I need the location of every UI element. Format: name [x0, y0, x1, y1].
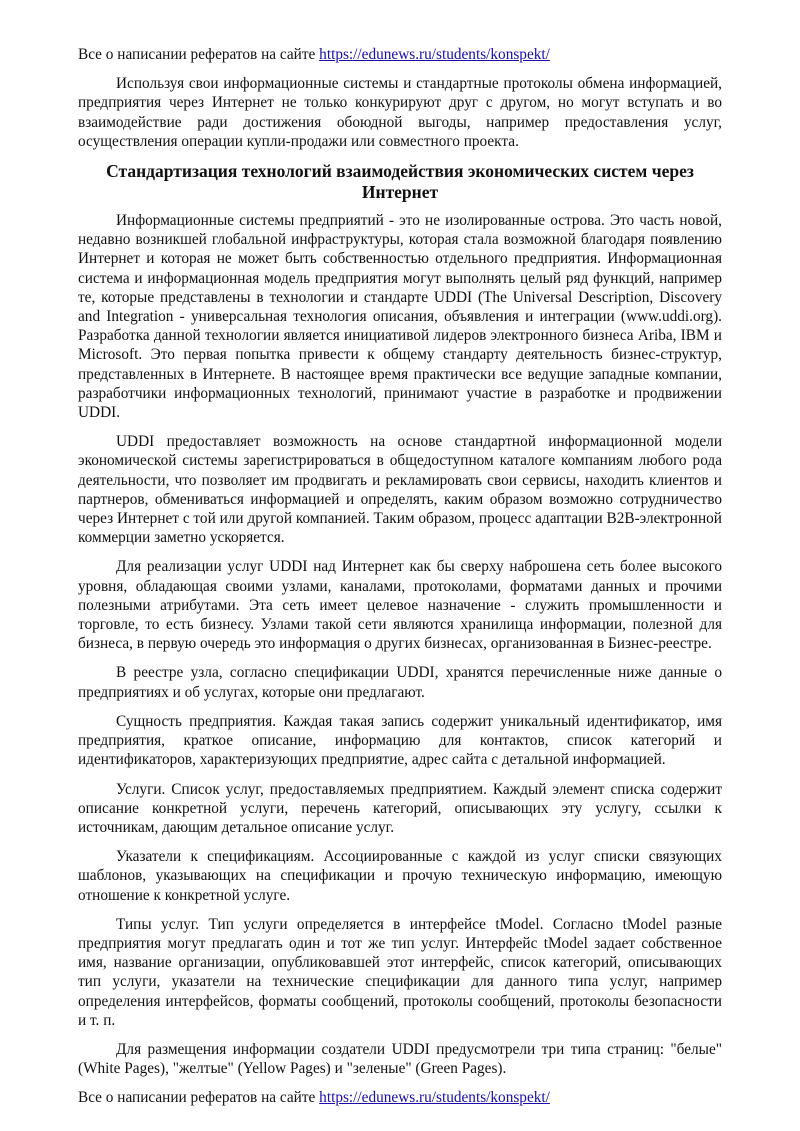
paragraph-9: Для размещения информации создатели UDDI предусмотрели три типа страниц: "белые" (White Pages), "желтые" (Yellow Pages) и "зеленые" (Green Pages).: [78, 1040, 722, 1078]
paragraph-4: В реестре узла, согласно спецификации UDDI, хранятся перечисленные ниже данные о предприятиях и об услугах, которые они предлагают.: [78, 664, 722, 701]
footer-link[interactable]: https://edunews.ru/students/konspekt/: [319, 1089, 550, 1107]
section-heading: Стандартизация технологий взаимодействия экономических систем через Интернет: [106, 161, 694, 203]
paragraph-1: Информационные системы предприятий - это не изолированные острова. Это часть новой, недавно возникшей глобальной инфраструктуры, которая стала возможной благодаря появлению Интернет и которая не может быть собственностью отдельного предприятия. Информационная система и информационная модель предприятия могут выполнять целый ряд функций, например те, которые представлены в технологии и стандарте UDDI (The Universal Description, Discovery and Integration - универсальная технология описания, объявления и интеграции (www.uddi.org). Разработка данной технологии является инициативой лидеров электронного бизнеса Ariba, IBM и Microsoft. Это первая попытка привести к общему стандарту деятельность бизнес-структур, представленных в Интернете. В настоящее время практически все ведущие западные компании, разработчики информационных технологий, принимают участие в разработке и продвижении UDDI.: [78, 212, 722, 422]
paragraph-7: Указатели к спецификациям. Ассоциированные с каждой из услуг списки связующих шаблонов, указывающих на спецификации и прочую техническую информацию, имеющую отношение к конкретной услуге.: [78, 848, 722, 904]
header-link[interactable]: https://edunews.ru/students/konspekt/: [319, 46, 550, 63]
paragraph-8: Типы услуг. Тип услуги определяется в интерфейсе tModel. Согласно tModel разные предприятия могут предлагать один и тот же тип услуг. Интерфейс tModel задает собственное имя, название организации, опубликовавшей этот интерфейс, список категорий, описывающих тип услуги, указатели на технические спецификации для данного типа услуг, например определения интерфейсов, форматы сообщений, протоколы сообщений, протоколы безопасности и т. п.: [78, 915, 722, 1029]
paragraph-3: Для реализации услуг UDDI над Интернет как бы сверху наброшена сеть более высокого уровня, обладающая своими узлами, каналами, протоколами, форматами данных и прочими полезными атрибутами. Эта сеть имеет целевое назначение - служить промышленности и торговле, то есть бизнесу. Узлами такой сети являются хранилища информации, полезной для бизнеса, в первую очередь это информация о других бизнесах, организованная в Бизнес-реестре.: [78, 558, 722, 653]
footer-text: Все о написании рефератов на сайте: [78, 1089, 320, 1107]
header-line: [78, 45, 722, 64]
intro-paragraph: Используя свои информационные системы и стандартные протоколы обмена информацией, предприятия через Интернет не только конкурируют друг с другом, но могут вступать и во взаимодействие ради достижения обоюдной выгоды, например предоставления услуг, осуществления операции купли-продажи или совместного проекта.: [78, 75, 722, 150]
paragraph-6: Услуги. Список услуг, предоставляемых предприятием. Каждый элемент списка содержит описание конкретной услуги, перечень категорий, описывающих эту услугу, ссылки к источникам, дающим детальное описание услуг.: [78, 780, 722, 836]
footer-line: [78, 1088, 722, 1107]
paragraph-2: UDDI предоставляет возможность на основе стандартной информационной модели экономической системы зарегистрироваться в общедоступном каталоге компаниям любого рода деятельности, что позволяет им продвигать и рекламировать свои сервисы, находить клиентов и партнеров, обмениваться информацией и определять, каким образом возможно сотрудничество через Интернет с той или другой компанией. Таким образом, процесс адаптации B2B-электронной коммерции заметно ускоряется.: [78, 433, 722, 547]
paragraph-5: Сущность предприятия. Каждая такая запись содержит уникальный идентификатор, имя предприятия, краткое описание, информацию для контактов, список категорий и идентификаторов, характеризующих предприятие, адрес сайта с детальной информацией.: [78, 712, 722, 769]
header-text: Все о написании рефератов на сайте: [78, 46, 320, 63]
